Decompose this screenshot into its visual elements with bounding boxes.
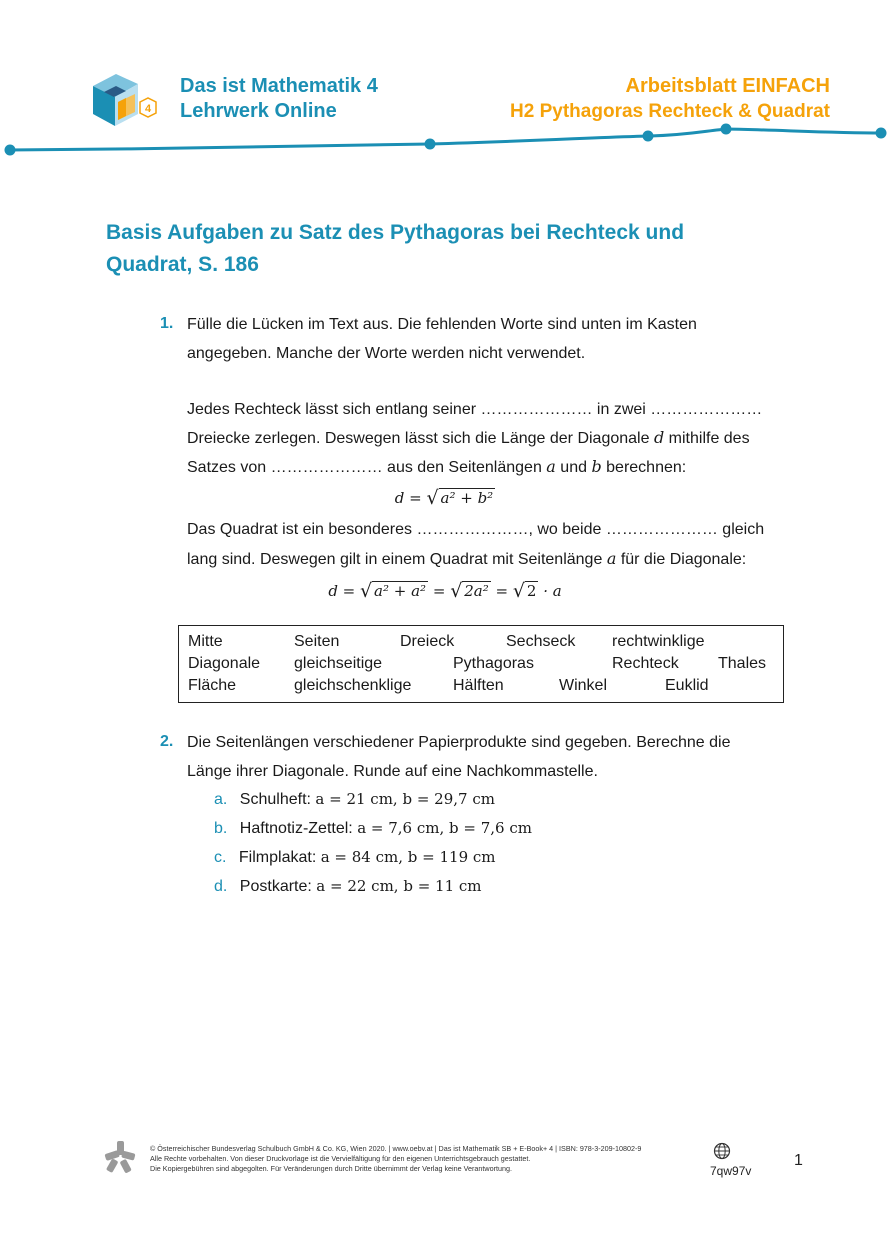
gap-text-line3-and: und [560, 459, 587, 476]
task2-item-d [214, 872, 482, 901]
item-letter: a. [214, 791, 228, 808]
gap-text-line4: Das Quadrat ist ein besonderes …………………, wo beide ………………… gleich [187, 521, 765, 538]
worksheet-info [510, 74, 830, 124]
formula2-sqrt1: √ a² + a² [360, 580, 427, 602]
task1-intro-line1: Fülle die Lücken im Text aus. Die fehlenden Worte sind unten im Kasten [187, 316, 697, 333]
word-item: rechtwinklige [612, 633, 705, 650]
page-title: Basis Aufgaben zu Satz des Pythagoras bei Rechteck und Quadrat, S. 186 [106, 221, 685, 276]
gap-text-line3-part1: Satzes von ………………… aus den Seitenlängen [187, 459, 542, 476]
word-item: Diagonale [188, 655, 261, 672]
task2-intro-line2: Länge ihrer Diagonale. Runde auf eine Nachkommastelle. [187, 763, 598, 780]
header-wave-line [0, 118, 890, 164]
formula-square-diagonal [0, 581, 890, 600]
copyright-line3: Die Kopiergebühren sind abgegolten. Für Veränderungen durch Dritte übernimmt der Verlag keine Verantwortung. [150, 1164, 512, 1173]
word-item: Dreieck [400, 633, 455, 650]
formula2-radicand3: 2 [526, 582, 537, 600]
gap-text-line2-part1: Dreiecke zerlegen. Deswegen lässt sich die Länge der Diagonale [187, 430, 650, 447]
worksheet-topic: H2 Pythagoras Rechteck & Quadrat [510, 101, 830, 122]
task1-intro-line2: angegeben. Manche der Worte werden nicht verwendet. [187, 345, 586, 362]
item-value: a = 21 cm, b = 29,7 cm [315, 790, 495, 808]
item-value: a = 84 cm, b = 119 cm [320, 848, 496, 866]
task2-item-a [214, 785, 495, 814]
gap-text-line5-part2: für die Diagonale: [620, 551, 747, 568]
word-item: Pythagoras [453, 655, 534, 672]
item-value: a = 22 cm, b = 11 cm [316, 877, 482, 895]
item-letter: d. [214, 878, 228, 895]
word-item: Hälften [453, 677, 504, 694]
word-item: Seiten [294, 633, 340, 650]
word-item: Mitte [188, 633, 223, 650]
copyright-line2: Alle Rechte vorbehalten. Von dieser Druckvorlage ist die Vervielfältigung für den eigenen Unterrichtsgebrauch gestattet. [150, 1154, 531, 1163]
formula2-sqrt3: √ 2 [512, 580, 537, 602]
formula1-radicand: a² + b² [440, 489, 494, 507]
task2-intro-line1: Die Seitenlängen verschiedener Papierprodukte sind gegeben. Berechne die [187, 734, 731, 751]
copyright-notice [150, 1144, 641, 1174]
gap-text-line2 [187, 423, 750, 453]
gap-text-line3-part2: berechnen: [606, 459, 687, 476]
formula2-lhs: d = [328, 582, 356, 600]
formula1-lhs: d = [394, 489, 422, 507]
formula2-radicand1: a² + a² [374, 582, 427, 600]
globe-icon [713, 1142, 731, 1160]
copyright-line1: © Österreichischer Bundesverlag Schulbuch GmbH & Co. KG, Wien 2020. | www.oebv.at | Das ist Mathematik SB + E-Book+ 4 | ISBN: 978-3-209-10802-9 [150, 1144, 642, 1153]
word-item: Sechseck [506, 633, 576, 650]
formula1-sqrt: √ a² + b² [426, 487, 494, 509]
word-item: Fläche [188, 677, 237, 694]
task2-item-b [214, 814, 532, 843]
word-item: gleichseitige [294, 655, 383, 672]
gap-text-line3 [187, 452, 686, 482]
item-label: Schulheft: [239, 791, 311, 808]
gap-text-line5 [187, 544, 746, 574]
gap-text-line1: Jedes Rechteck lässt sich entlang seiner ………………… in zwei ………………… [187, 401, 763, 418]
var-a: a [546, 457, 556, 476]
publisher-asterisk-icon [104, 1140, 136, 1174]
word-item: Rechteck [612, 655, 679, 672]
word-item: Euklid [665, 677, 709, 694]
formula2-sqrt2: √ 2a² [450, 580, 489, 602]
var-a-square: a [606, 549, 617, 568]
gap-text-line2-part2: mithilfe des [668, 430, 750, 447]
online-code: 7qw97v [710, 1164, 752, 1178]
formula2-radicand2: 2a² [464, 582, 489, 600]
item-value: a = 7,6 cm, b = 7,6 cm [357, 819, 532, 837]
worksheet-level: Arbeitsblatt EINFACH [625, 75, 830, 97]
gap-text-line5-part1: lang sind. Deswegen gilt in einem Quadrat mit Seitenlänge [187, 551, 603, 568]
word-box [178, 625, 784, 703]
brand [180, 74, 378, 124]
page-number: 1 [794, 1152, 803, 1169]
word-item: Winkel [559, 677, 608, 694]
task1-number: 1. [160, 315, 174, 332]
item-letter: c. [214, 849, 227, 866]
brand-subtitle: Lehrwerk Online [180, 100, 337, 122]
formula2-eq2: = [495, 582, 509, 600]
var-d: d [653, 428, 665, 447]
formula2-eq1: = [432, 582, 446, 600]
item-letter: b. [214, 820, 228, 837]
item-label: Haftnotiz-Zettel: [239, 820, 353, 837]
var-b: b [591, 457, 602, 476]
word-item: gleichschenklige [294, 677, 412, 694]
task2-number: 2. [160, 733, 174, 750]
item-label: Postkarte: [239, 878, 312, 895]
brand-title: Das ist Mathematik 4 [180, 75, 378, 97]
logo-badge: 4 [144, 103, 152, 115]
word-item: Thales [718, 655, 767, 672]
formula-rectangle-diagonal [0, 488, 890, 507]
item-label: Filmplakat: [238, 849, 317, 866]
task2-item-c [214, 843, 496, 872]
formula2-tail: · a [543, 582, 562, 600]
